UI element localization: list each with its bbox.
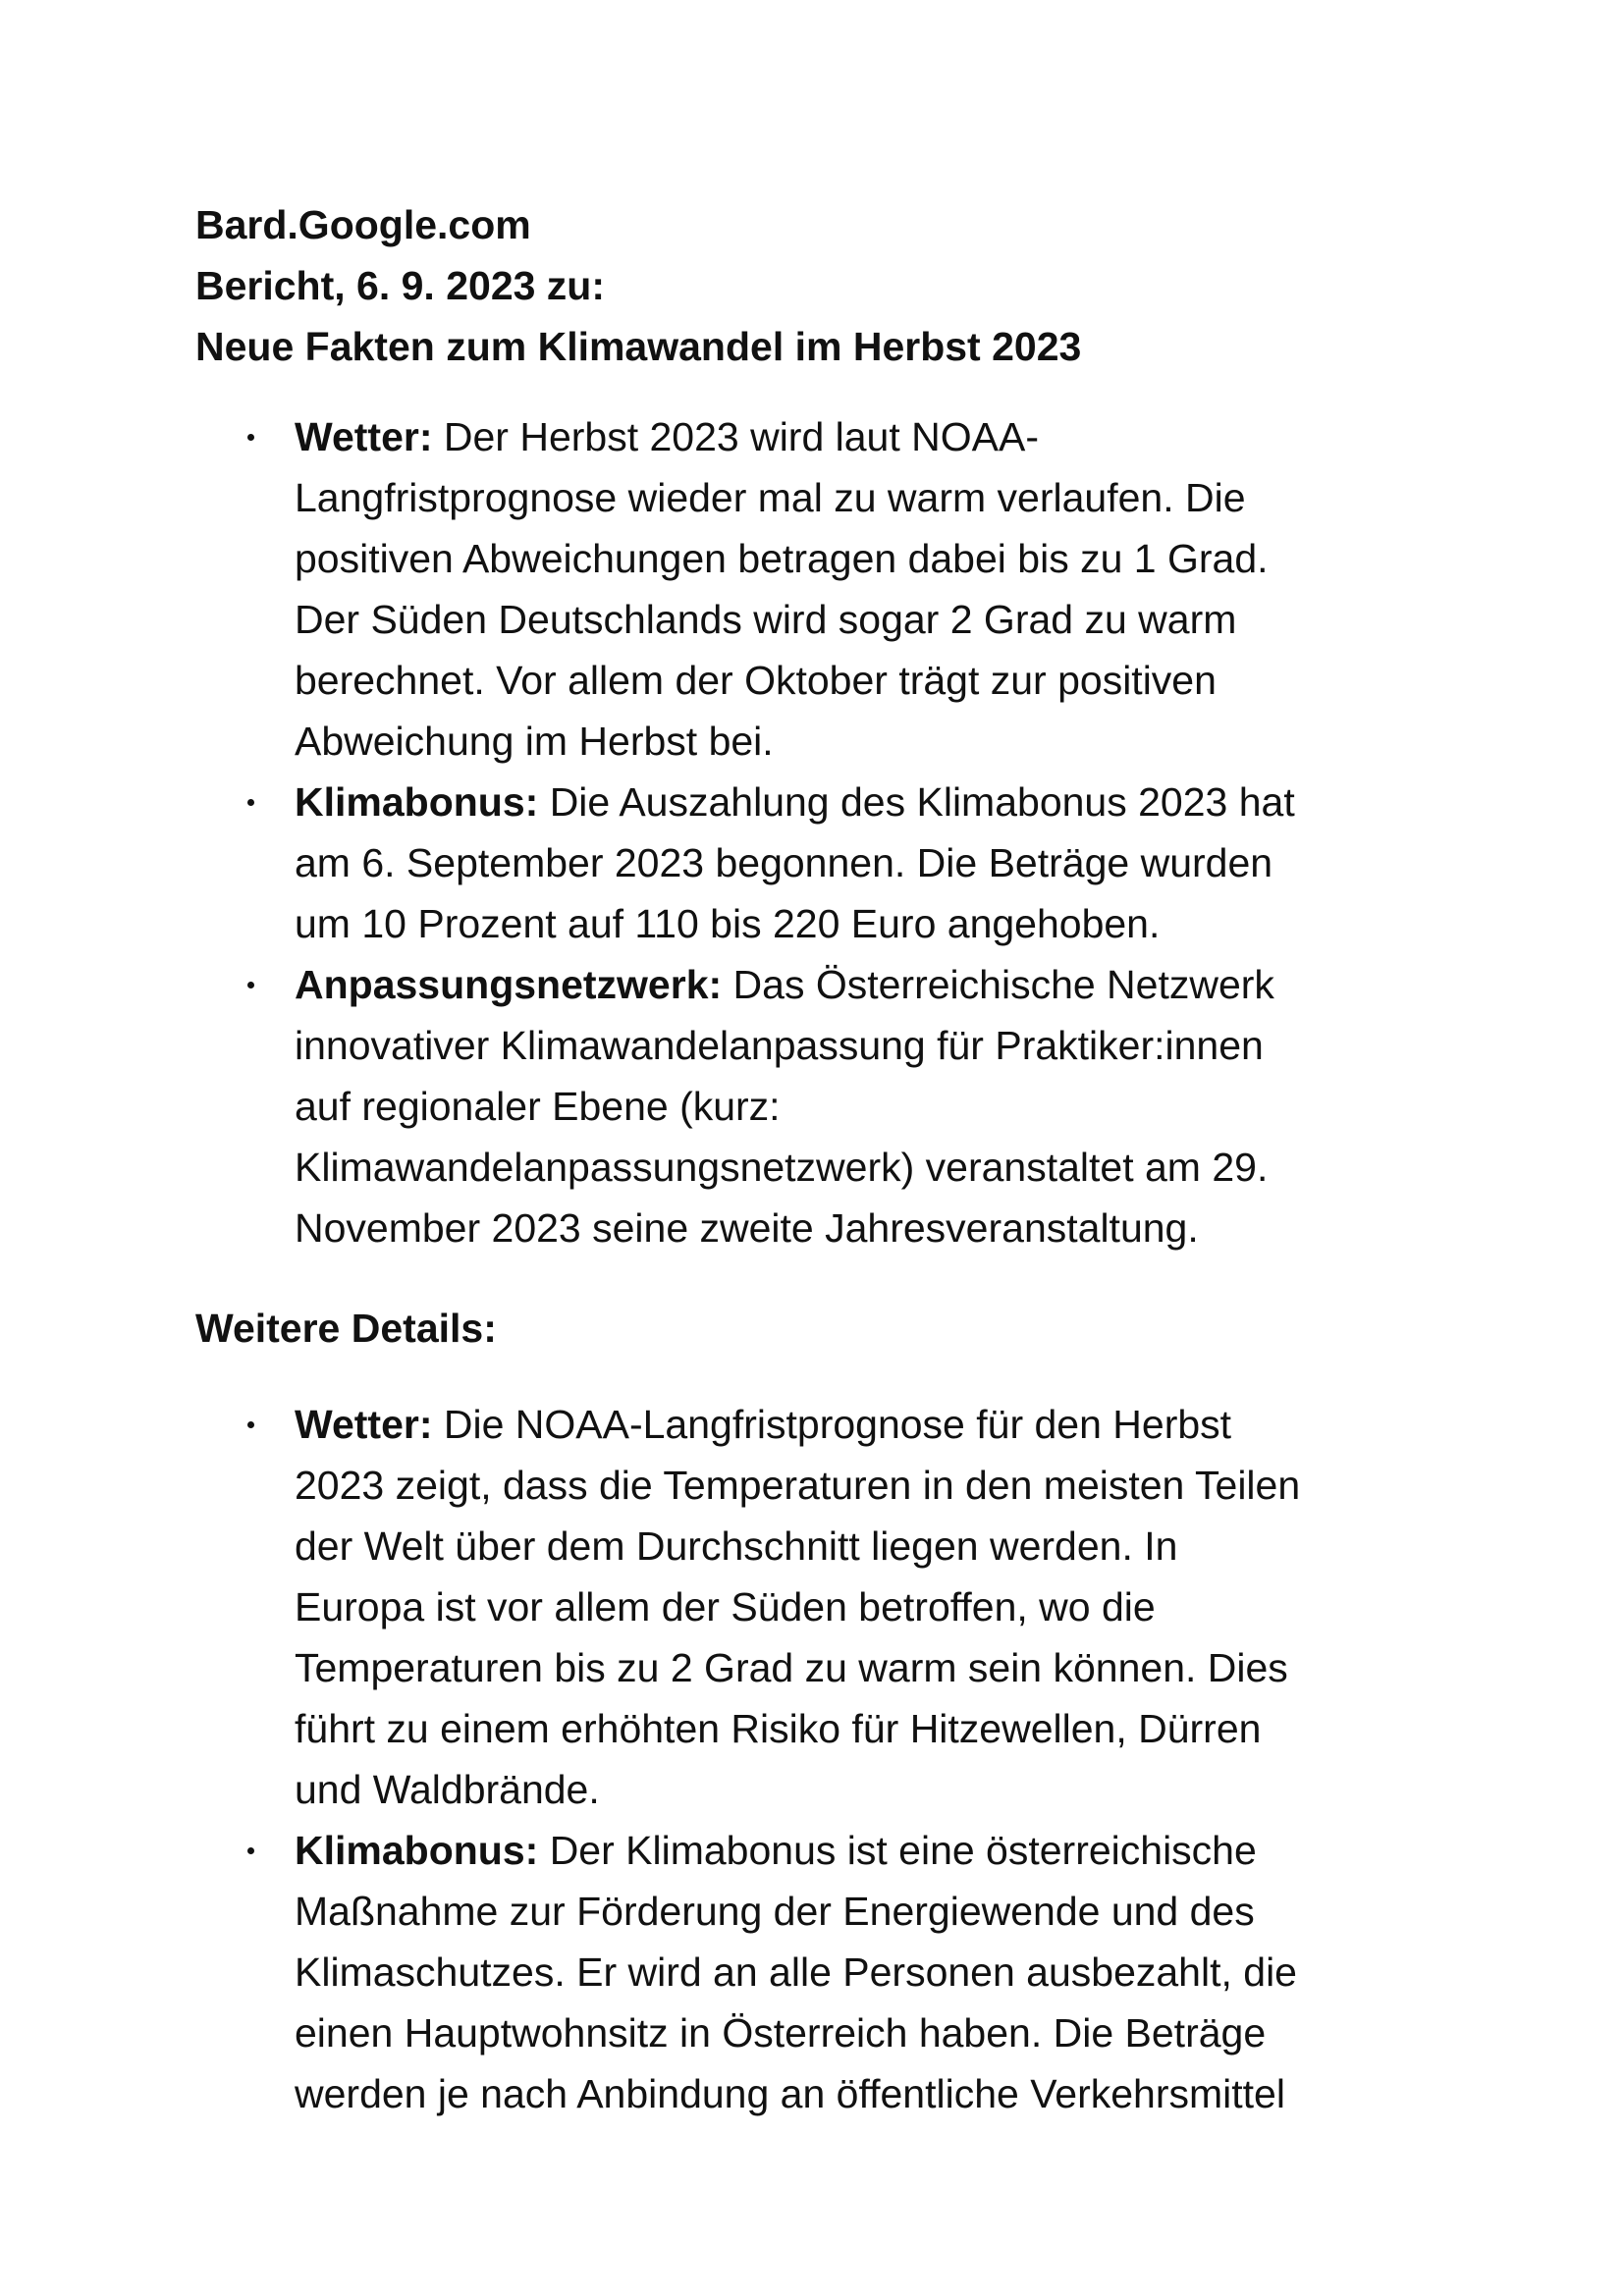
fact-text: Der Herbst 2023 wird laut NOAA- [432,414,1039,459]
details-heading: Weitere Details: [195,1306,497,1351]
fact-text: Die Auszahlung des Klimabonus 2023 hat [538,779,1295,825]
detail-line: Temperaturen bis zu 2 Grad zu warm sein können. Dies [295,1645,1288,1690]
fact-label: Anpassungsnetzwerk: [295,962,723,1007]
fact-item-wetter [195,406,1472,772]
fact-line: berechnet. Vor allem der Oktober trägt zur positiven [295,658,1217,703]
fact-line: um 10 Prozent auf 110 bis 220 Euro angehoben. [295,901,1161,946]
detail-first-line [295,1820,1472,1881]
detail-item-wetter [195,1394,1472,1820]
detail-text: Der Klimabonus ist eine österreichische [538,1828,1257,1873]
fact-first-line [295,772,1472,832]
detail-line: Europa ist vor allem der Süden betroffen, wo die [295,1584,1156,1629]
fact-line: Der Süden Deutschlands wird sogar 2 Grad zu warm [295,597,1237,642]
detail-line: 2023 zeigt, dass die Temperaturen in den meisten Teilen [295,1463,1301,1508]
bullet-icon [247,1421,254,1428]
detail-line: und Waldbrände. [295,1767,600,1812]
fact-item-klimabonus [195,772,1472,954]
detail-first-line [295,1394,1472,1455]
bullet-icon [247,982,254,988]
fact-line: auf regionaler Ebene (kurz: [295,1084,781,1129]
fact-line: Abweichung im Herbst bei. [295,719,774,764]
bullet-icon [247,434,254,441]
fact-label: Wetter: [295,414,433,459]
fact-item-anpassungsnetzwerk [195,954,1472,1258]
fact-first-line [295,954,1472,1015]
bullet-icon [247,1847,254,1854]
detail-line: Klimaschutzes. Er wird an alle Personen ausbezahlt, die [295,1949,1297,1995]
details-list [195,1394,1472,2124]
fact-text: Das Österreichische Netzwerk [722,962,1274,1007]
fact-line: Langfristprognose wieder mal zu warm verlaufen. Die [295,475,1246,520]
fact-line: positiven Abweichungen betragen dabei bis zu 1 Grad. [295,536,1269,581]
detail-line: einen Hauptwohnsitz in Österreich haben. Die Beträge [295,2010,1267,2056]
document-title: Neue Fakten zum Klimawandel im Herbst 2023 [195,324,1082,369]
detail-line: werden je nach Anbindung an öffentliche Verkehrsmittel [295,2071,1285,2116]
source-line: Bard.Google.com [195,202,531,247]
fact-line: innovativer Klimawandelanpassung für Praktiker:innen [295,1023,1264,1068]
document-page [195,194,1472,2124]
fact-label: Klimabonus: [295,779,539,825]
bullet-icon [247,799,254,806]
detail-label: Wetter: [295,1402,433,1447]
report-date-line: Bericht, 6. 9. 2023 zu: [195,263,606,308]
detail-line: führt zu einem erhöhten Risiko für Hitzewellen, Dürren [295,1706,1262,1751]
detail-line: der Welt über dem Durchschnitt liegen werden. In [295,1523,1178,1569]
detail-line: Maßnahme zur Förderung der Energiewende und des [295,1889,1255,1934]
detail-text: Die NOAA-Langfristprognose für den Herbst [432,1402,1232,1447]
fact-first-line [295,406,1472,467]
detail-label: Klimabonus: [295,1828,539,1873]
fact-line: November 2023 seine zweite Jahresveranstaltung. [295,1205,1199,1251]
facts-list [195,406,1472,1258]
detail-item-klimabonus [195,1820,1472,2124]
fact-line: am 6. September 2023 begonnen. Die Beträge wurden [295,840,1273,885]
fact-line: Klimawandelanpassungsnetzwerk) veranstaltet am 29. [295,1145,1269,1190]
